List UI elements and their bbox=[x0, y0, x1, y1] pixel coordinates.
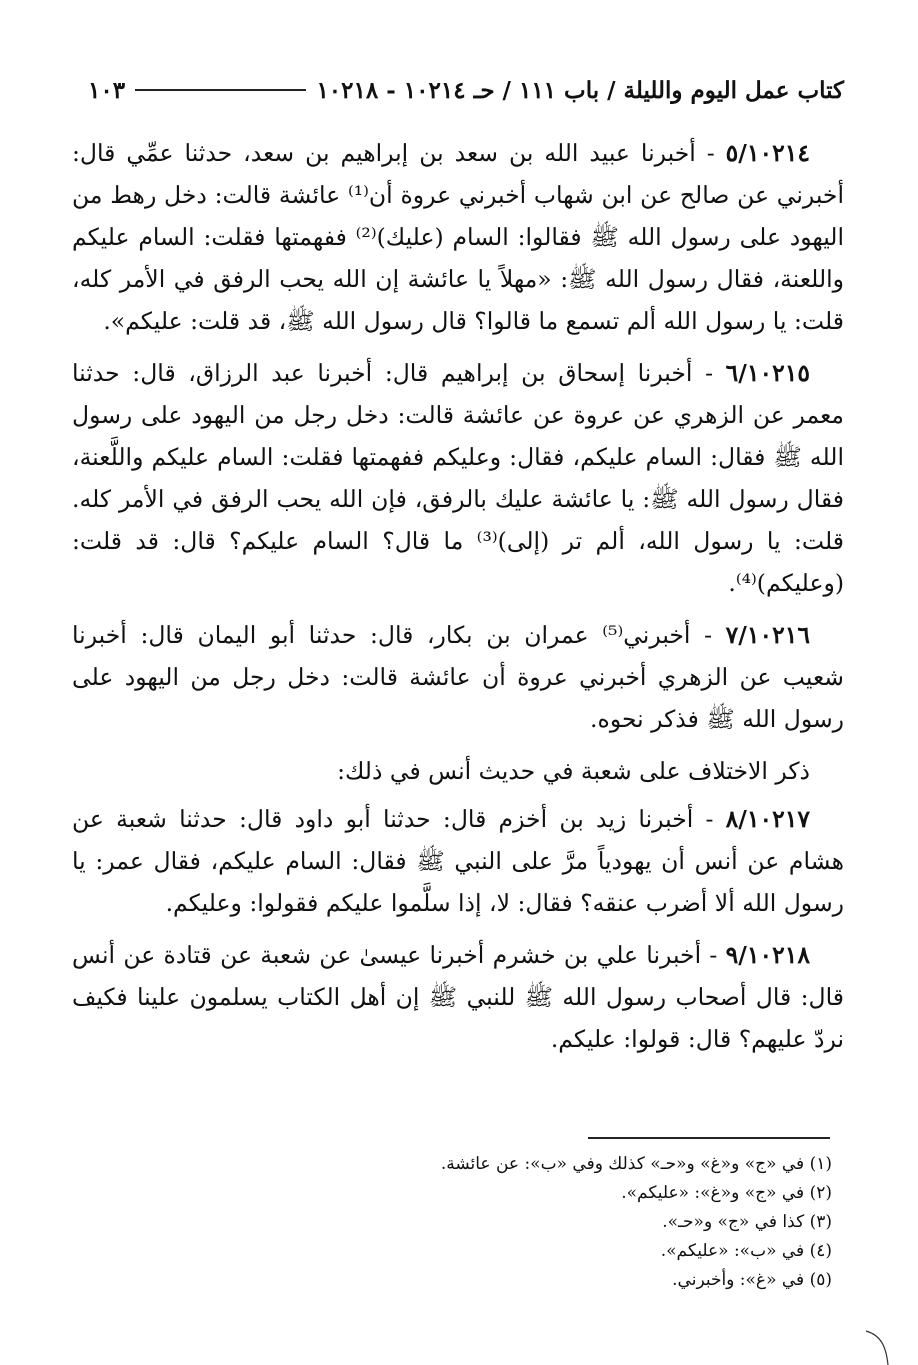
hadith-entry bbox=[72, 614, 844, 740]
footnotes bbox=[80, 1150, 832, 1295]
page-number: ١٠٣ bbox=[88, 76, 126, 104]
page-corner-curl bbox=[858, 1305, 918, 1365]
footnote-item: (٤) في «ب»: «عليكم». bbox=[660, 1241, 832, 1261]
main-text bbox=[72, 132, 844, 1070]
hadith-entry bbox=[72, 352, 844, 604]
hadith-text: - أخبرنا زيد بن أخزم قال: حدثنا أبو داود قال: حدثنا شعبة عن هشام عن أنس أن يهودياً مرَّ على النبي ﷺ فقال: السام عليكم، فقال عمر: يا رسول الله ألا أضرب عنقه؟ فقال: لا، إذا سلَّموا عليكم فقولوا: وعليكم. bbox=[72, 805, 844, 917]
running-header bbox=[88, 72, 844, 108]
hadith-text: - أخبرنا إسحاق بن إبراهيم قال: أخبرنا عبد الرزاق، قال: حدثنا معمر عن الزهري عن عروة عن عائشة قالت: دخل رجل من اليهود على رسول الله ﷺ فقال: السام عليكم، فقال: وعليكم ففهمتها فقلت: السام عليكم واللَّعنة، فقال رسول الله ﷺ: يا عائشة عليك بالرفق، فإن الله يحب الرفق في الأمر كله. قلت: يا رسول الله، ألم تر (إلى)⁽³⁾ ما قال؟ السام عليكم؟ قال: قد قلت: (وعليكم)⁽⁴⁾. bbox=[72, 359, 845, 597]
hadith-entry bbox=[72, 132, 844, 342]
hadith-entry bbox=[72, 934, 844, 1060]
hadith-text: - أخبرنا علي بن خشرم أخبرنا عيسىٰ عن شعبة عن قتادة عن أنس قال: قال أصحاب رسول الله ﷺ للنبي ﷺ إن أهل الكتاب يسلمون علينا فكيف نردّ عليهم؟ قال: قولوا: عليكم. bbox=[72, 941, 844, 1053]
header-rule bbox=[135, 89, 306, 91]
hadith-text: - أخبرنا عبيد الله بن سعد بن إبراهيم بن سعد، حدثنا عمِّي قال: أخبرني عن صالح عن ابن شهاب أخبرني عروة أن⁽¹⁾ عائشة قالت: دخل رهط من اليهود على رسول الله ﷺ فقالوا: السام (عليك)⁽²⁾ ففهمتها فقلت: السام عليكم واللعنة، فقال رسول الله ﷺ: «مهلاً يا عائشة إن الله يحب الرفق في الأمر كله، قلت: يا رسول الله ألم تسمع ما قالوا؟ قال رسول الله ﷺ، قد قلت: عليكم». bbox=[72, 139, 844, 335]
footnote-item: (٢) في «ج» و«غ»: «عليكم». bbox=[621, 1183, 832, 1203]
footnote-item: (١) في «ج» و«غ» و«حـ» كذلك وفي «ب»: عن عائشة. bbox=[440, 1154, 832, 1174]
footnote-divider bbox=[588, 1137, 830, 1139]
hadith-number: ٨/١٠٢١٧ bbox=[725, 805, 810, 833]
hadith-number: ٩/١٠٢١٨ bbox=[725, 941, 810, 969]
hadith-text: - أخبرني⁽⁵⁾ عمران بن بكار، قال: حدثنا أبو اليمان قال: أخبرنا شعيب عن الزهري أخبرني عروة أن عائشة قالت: دخل رجل من اليهود على رسول الله ﷺ فذكر نحوه. bbox=[72, 621, 844, 733]
hadith-number: ٦/١٠٢١٥ bbox=[725, 359, 810, 387]
section-heading: ذكر الاختلاف على شعبة في حديث أنس في ذلك: bbox=[337, 757, 810, 785]
hadith-number: ٧/١٠٢١٦ bbox=[725, 621, 810, 649]
header-title: كتاب عمل اليوم والليلة / باب ١١١ / حـ ١٠٢١٤ - ١٠٢١٨ bbox=[316, 76, 844, 104]
footnote-item: (٣) كذا في «ج» و«حـ». bbox=[662, 1212, 832, 1232]
footnote-item: (٥) في «غ»: وأخبرني. bbox=[672, 1270, 832, 1290]
hadith-entry bbox=[72, 798, 844, 924]
hadith-number: ٥/١٠٢١٤ bbox=[725, 139, 810, 167]
